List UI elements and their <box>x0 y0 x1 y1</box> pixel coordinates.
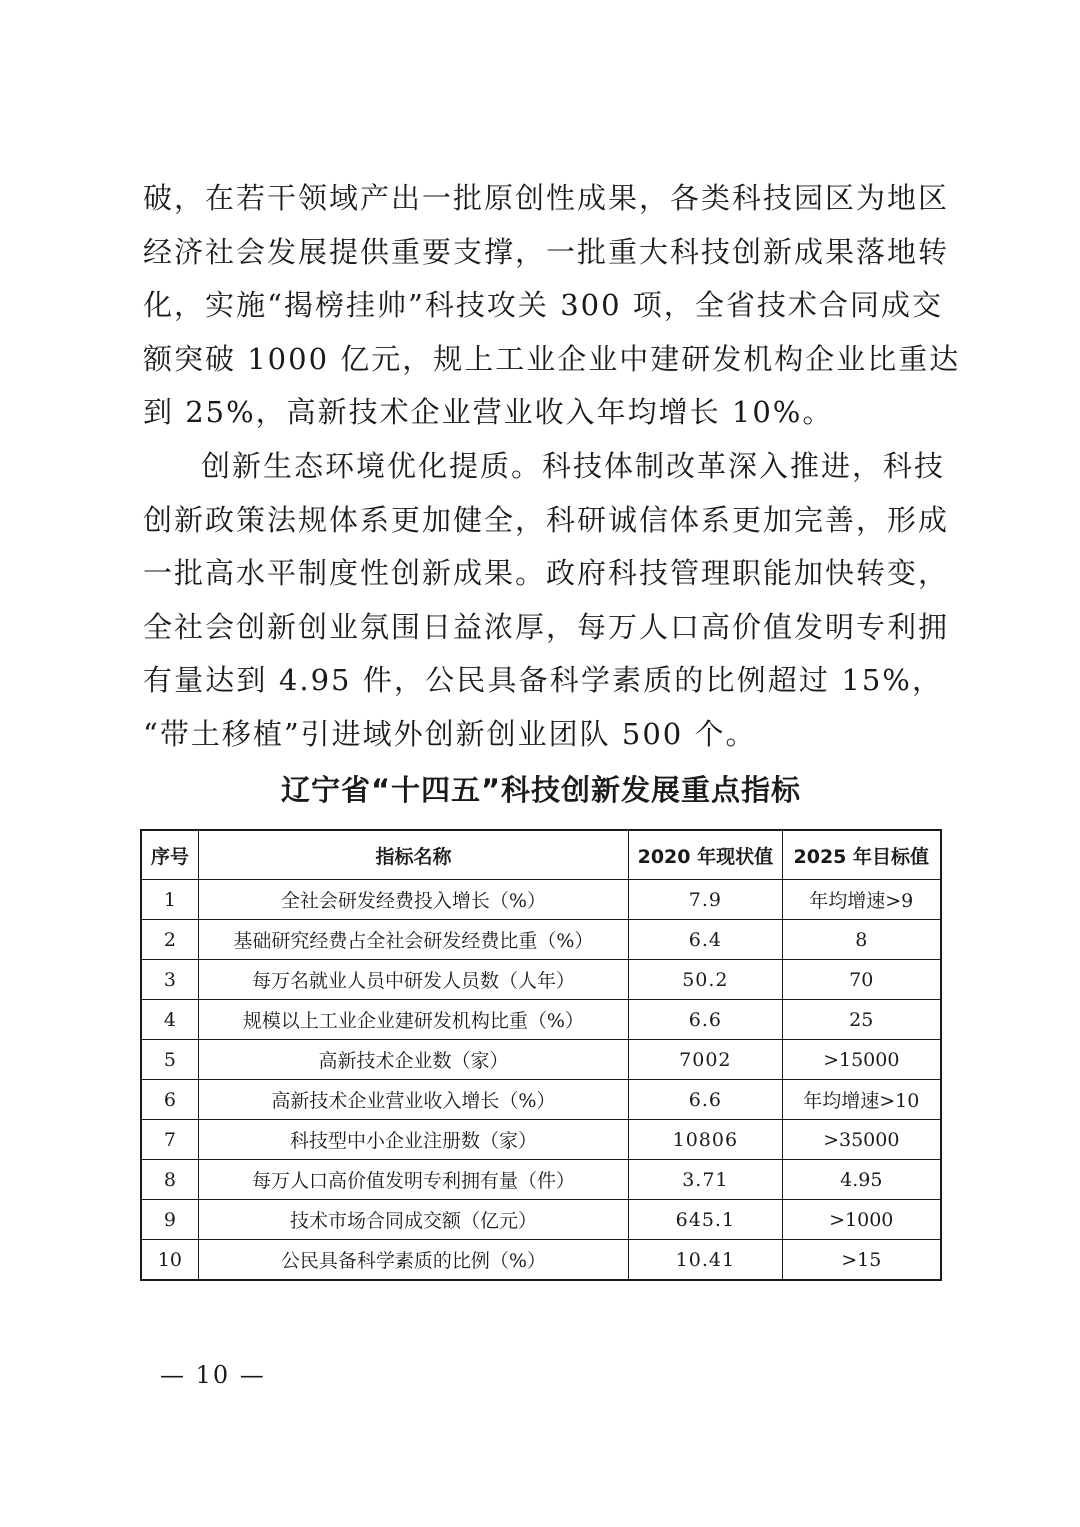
cell-2020-value: 7002 <box>629 1040 782 1080</box>
cell-indicator-name: 高新技术企业数（家） <box>198 1040 628 1080</box>
table-row <box>141 1000 941 1040</box>
cell-indicator-name: 科技型中小企业注册数（家） <box>198 1120 628 1160</box>
cell-2025-target: >15000 <box>782 1040 941 1080</box>
paragraph-line: 到 25%，高新技术企业营业收入年均增长 10%。 <box>143 395 834 430</box>
paragraph-2 <box>143 440 950 762</box>
paragraph-1 <box>143 172 961 440</box>
cell-2020-value: 10.41 <box>629 1240 782 1281</box>
cell-indicator-name: 全社会研发经费投入增长（%） <box>198 880 628 920</box>
paragraph-line: 破，在若干领域产出一批原创性成果，各类科技园区为地区 <box>143 181 950 215</box>
cell-serial-number: 6 <box>141 1080 198 1120</box>
table-row <box>141 1120 941 1160</box>
page-number: — 10 — <box>160 1361 266 1389</box>
table-row <box>141 1080 941 1120</box>
cell-2025-target: 25 <box>782 1000 941 1040</box>
cell-serial-number: 2 <box>141 920 198 960</box>
cell-indicator-name: 规模以上工业企业建研发机构比重（%） <box>198 1000 628 1040</box>
cell-2025-target: 70 <box>782 960 941 1000</box>
cell-2020-value: 6.6 <box>629 1000 782 1040</box>
cell-2025-target: 4.95 <box>782 1160 941 1200</box>
cell-indicator-name: 技术市场合同成交额（亿元） <box>198 1200 628 1240</box>
paragraph-line: 额突破 1000 亿元，规上工业企业中建研发机构企业比重达 <box>143 341 961 376</box>
table-header-row <box>141 830 941 880</box>
header-2025-target: 2025 年目标值 <box>782 830 941 880</box>
table-row <box>141 1200 941 1240</box>
paragraph-line: 有量达到 4.95 件，公民具备科学素质的比例超过 15%， <box>143 663 943 698</box>
cell-2025-target: >15 <box>782 1240 941 1281</box>
table-row <box>141 1160 941 1200</box>
paragraph-line: 化，实施“揭榜挂帅”科技攻关 300 项，全省技术合同成交 <box>143 288 943 323</box>
cell-serial-number: 3 <box>141 960 198 1000</box>
cell-2025-target: 年均增速>10 <box>782 1080 941 1120</box>
cell-serial-number: 4 <box>141 1000 198 1040</box>
table-row <box>141 1040 941 1080</box>
cell-indicator-name: 基础研究经费占全社会研发经费比重（%） <box>198 920 628 960</box>
cell-2020-value: 3.71 <box>629 1160 782 1200</box>
header-indicator-name: 指标名称 <box>198 830 628 880</box>
table-row <box>141 880 941 920</box>
cell-serial-number: 10 <box>141 1240 198 1281</box>
cell-indicator-name: 每万名就业人员中研发人员数（人年） <box>198 960 628 1000</box>
cell-2020-value: 7.9 <box>629 880 782 920</box>
table-row <box>141 960 941 1000</box>
cell-indicator-name: 高新技术企业营业收入增长（%） <box>198 1080 628 1120</box>
cell-serial-number: 1 <box>141 880 198 920</box>
cell-serial-number: 5 <box>141 1040 198 1080</box>
paragraph-line: 全社会创新创业氛围日益浓厚，每万人口高价值发明专利拥 <box>143 609 950 644</box>
paragraph-line: 创新政策法规体系更加健全，科研诚信体系更加完善，形成 <box>143 502 950 537</box>
table-title: 辽宁省“十四五”科技创新发展重点指标 <box>280 773 802 807</box>
table-row <box>141 920 941 960</box>
paragraph-line: “带土移植”引进域外创新创业团队 500 个。 <box>143 716 757 751</box>
cell-indicator-name: 公民具备科学素质的比例（%） <box>198 1240 628 1281</box>
cell-serial-number: 7 <box>141 1120 198 1160</box>
cell-2025-target: 年均增速>9 <box>782 880 941 920</box>
cell-2020-value: 645.1 <box>629 1200 782 1240</box>
table-row <box>141 1240 941 1281</box>
paragraph-line: 一批高水平制度性创新成果。政府科技管理职能加快转变， <box>143 556 950 591</box>
indicators-table <box>140 829 942 1281</box>
cell-2025-target: >35000 <box>782 1120 941 1160</box>
header-2020-value: 2020 年现状值 <box>629 830 782 880</box>
cell-serial-number: 8 <box>141 1160 198 1200</box>
cell-indicator-name: 每万人口高价值发明专利拥有量（件） <box>198 1160 628 1200</box>
paragraph-line: 创新生态环境优化提质。科技体制改革深入推进，科技 <box>201 448 946 483</box>
body-text <box>143 172 961 762</box>
cell-serial-number: 9 <box>141 1200 198 1240</box>
paragraph-line: 经济社会发展提供重要支撑，一批重大科技创新成果落地转 <box>143 234 950 269</box>
header-serial-number: 序号 <box>141 830 198 880</box>
cell-2020-value: 6.6 <box>629 1080 782 1120</box>
cell-2025-target: >1000 <box>782 1200 941 1240</box>
cell-2020-value: 50.2 <box>629 960 782 1000</box>
cell-2020-value: 10806 <box>629 1120 782 1160</box>
cell-2020-value: 6.4 <box>629 920 782 960</box>
cell-2025-target: 8 <box>782 920 941 960</box>
